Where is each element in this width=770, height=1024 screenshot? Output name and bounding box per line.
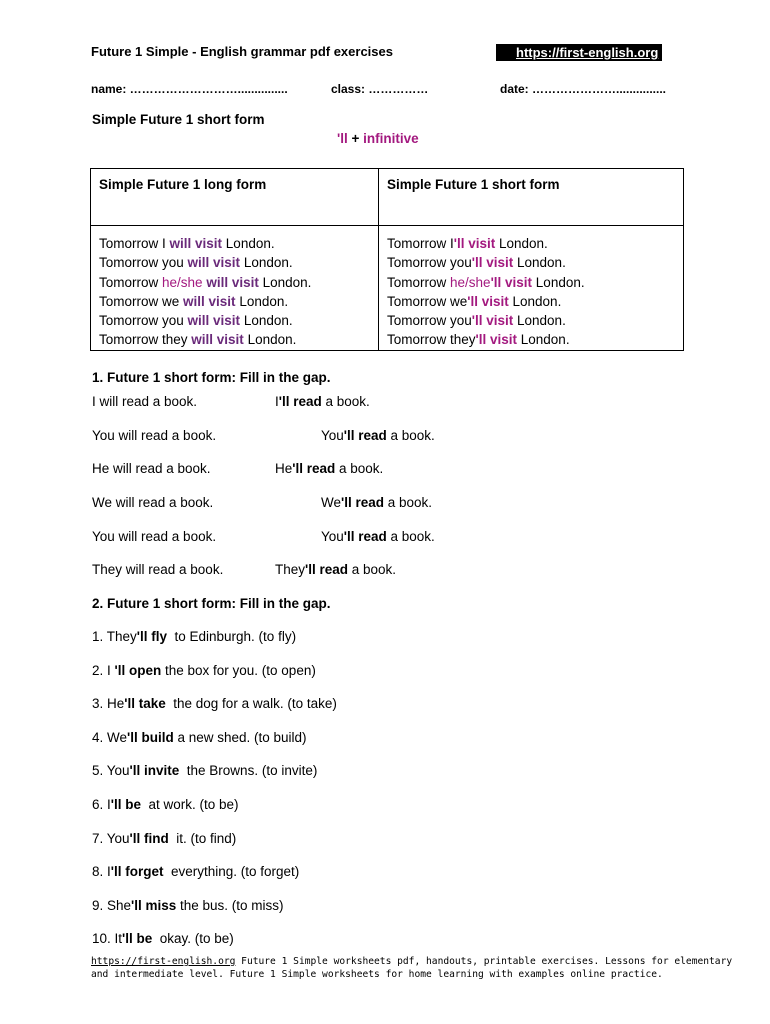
exercise-2-item: 2. I 'll open the box for you. (to open) — [92, 663, 316, 678]
exercise-2-item: 4. We'll build a new shed. (to build) — [92, 730, 307, 745]
exercise-1-answer: You'll read a book. — [321, 428, 435, 443]
short-form-row: Tomorrow we'll visit London. — [387, 293, 562, 309]
exercise-1-question: We will read a book. — [92, 495, 214, 510]
short-form-row: Tomorrow you'll visit London. — [387, 255, 566, 271]
short-form-row: Tomorrow you'll visit London. — [387, 313, 566, 329]
footer-text-line-1: Future 1 Simple worksheets pdf, handouts, printable exercises. Lessons for elementary — [235, 956, 733, 967]
exercise-1-answer: They'll read a book. — [275, 562, 397, 577]
exercise-1-heading: 1. Future 1 short form: Fill in the gap. — [92, 370, 331, 385]
short-form-examples — [379, 226, 684, 351]
exercise-1-answer: He'll read a book. — [275, 461, 384, 476]
formula — [337, 131, 419, 146]
exercise-2-item: 6. I'll be at work. (to be) — [92, 797, 239, 812]
exercise-2-item: 1. They'll fly to Edinburgh. (to fly) — [92, 629, 297, 644]
exercise-1-answer: I'll read a book. — [275, 394, 370, 409]
long-form-row: Tomorrow we will visit London. — [99, 293, 289, 309]
long-form-header: Simple Future 1 long form — [91, 169, 379, 226]
section-heading-short-form: Simple Future 1 short form — [92, 112, 265, 127]
exercise-1-question: You will read a book. — [92, 529, 217, 544]
exercise-2-item: 10. It'll be okay. (to be) — [92, 931, 234, 946]
date-field: date: …………………............... — [500, 82, 667, 96]
formula-plus: + — [351, 131, 360, 146]
exercise-1-question: I will read a book. — [92, 394, 198, 409]
long-form-row: Tomorrow you will visit London. — [99, 313, 293, 329]
exercise-2-item: 7. You'll find it. (to find) — [92, 831, 237, 846]
formula-ll: 'll — [337, 131, 348, 146]
exercise-1-question: You will read a book. — [92, 428, 217, 443]
short-form-header: Simple Future 1 short form — [379, 169, 684, 226]
class-field: class: …………… — [331, 82, 429, 96]
site-link[interactable]: https://first-english.org — [496, 44, 662, 61]
long-form-row: Tomorrow they will visit London. — [99, 332, 297, 348]
footer-link[interactable]: https://first-english.org — [91, 956, 236, 967]
exercise-1-question: They will read a book. — [92, 562, 224, 577]
long-form-examples — [91, 226, 379, 351]
long-form-row: Tomorrow I will visit London. — [99, 236, 275, 251]
document-title: Future 1 Simple - English grammar pdf exercises — [91, 44, 393, 59]
short-form-row: Tomorrow I'll visit London. — [387, 236, 548, 251]
exercise-2-item: 8. I'll forget everything. (to forget) — [92, 864, 300, 879]
long-form-row: Tomorrow you will visit London. — [99, 255, 293, 271]
formula-infinitive: infinitive — [363, 131, 419, 146]
exercise-1-question: He will read a book. — [92, 461, 211, 476]
exercise-1-answer: We'll read a book. — [321, 495, 433, 510]
exercise-2-heading: 2. Future 1 short form: Fill in the gap. — [92, 596, 331, 611]
exercise-2-item: 5. You'll invite the Browns. (to invite) — [92, 763, 318, 778]
short-form-row: Tomorrow he/she'll visit London. — [387, 274, 585, 290]
forms-table — [90, 168, 684, 351]
footer — [91, 956, 733, 981]
long-form-row: Tomorrow he/she will visit London. — [99, 274, 312, 290]
exercise-1-answer: You'll read a book. — [321, 529, 435, 544]
exercise-2-item: 3. He'll take the dog for a walk. (to take) — [92, 696, 337, 711]
footer-text-line-2: and intermediate level. Future 1 Simple worksheets for home learning with examples online practice. — [91, 968, 663, 980]
short-form-row: Tomorrow they'll visit London. — [387, 332, 570, 348]
exercise-2-item: 9. She'll miss the bus. (to miss) — [92, 898, 284, 913]
name-field: name: ………………………............... — [91, 82, 288, 96]
